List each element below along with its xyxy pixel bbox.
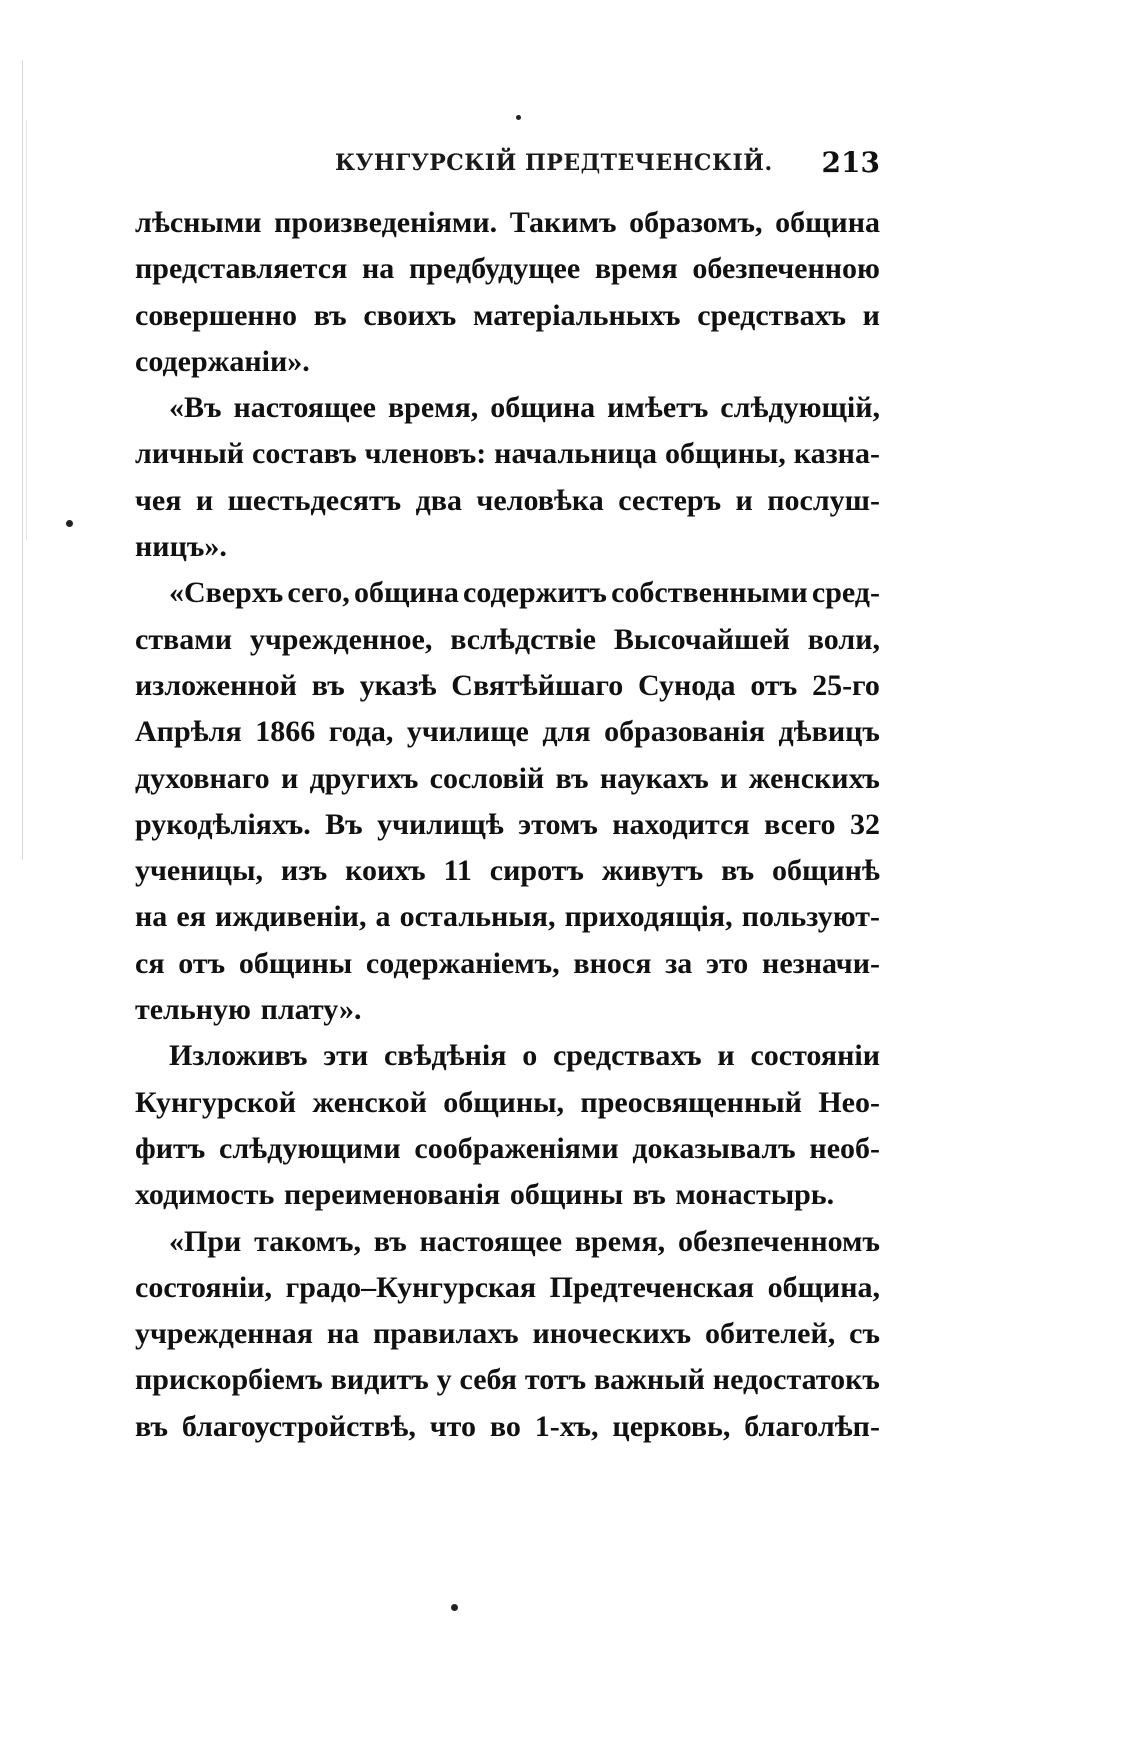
word: духовнаго <box>135 761 270 795</box>
word: средствахъ <box>697 298 846 332</box>
word: на <box>326 1317 360 1351</box>
text-line <box>135 802 880 848</box>
word: дѣвицъ <box>778 715 880 749</box>
word: изложенной <box>135 668 297 702</box>
word: 25-го <box>812 668 880 702</box>
word: послуш- <box>767 483 880 517</box>
word: что <box>429 1409 476 1443</box>
word: сред- <box>811 576 880 610</box>
word: у <box>436 1363 452 1397</box>
word: воли, <box>807 622 880 656</box>
word: для <box>542 715 591 749</box>
word: матеріальныхъ <box>473 298 681 332</box>
text-line <box>135 339 880 385</box>
word: и <box>862 298 880 332</box>
word: и <box>717 1039 735 1073</box>
word: плату». <box>260 993 362 1027</box>
word: ученицы, <box>135 854 264 888</box>
word: обителей, <box>704 1317 836 1351</box>
word: тельную <box>135 993 251 1027</box>
word: вслѣдствіе <box>450 622 596 656</box>
word: указѣ <box>359 668 437 702</box>
word: Апрѣля <box>135 715 242 749</box>
word: человѣка <box>476 483 604 517</box>
word: Нео- <box>818 1085 880 1119</box>
text-line <box>135 1033 880 1079</box>
word: настоящее <box>233 391 376 425</box>
word: личный <box>135 437 245 471</box>
word: имѣетъ <box>607 391 709 425</box>
text-line <box>135 293 880 339</box>
text-line <box>135 617 880 663</box>
text-line <box>135 1404 880 1450</box>
word: незначи- <box>762 946 880 980</box>
word: содержитъ <box>463 576 607 610</box>
word: членовъ: <box>364 437 487 471</box>
word: средствахъ <box>552 1039 702 1073</box>
word: рукодѣліяхъ. <box>135 807 311 841</box>
word: предбудущее <box>409 252 581 286</box>
word: общины, <box>443 1085 565 1119</box>
word: живутъ <box>601 854 704 888</box>
word: въ <box>632 1178 666 1212</box>
body-text <box>135 200 880 1450</box>
word: община <box>775 206 880 239</box>
word: свѣдѣнія <box>383 1039 507 1073</box>
word: правилахъ <box>372 1317 519 1351</box>
word: градо–Кунгурская <box>285 1270 537 1304</box>
text-line <box>135 478 880 524</box>
word: Предтеченская <box>549 1270 754 1304</box>
word: сестеръ <box>618 483 722 517</box>
word: Высочайшей <box>613 622 790 656</box>
word: «Сверхъ <box>169 576 284 610</box>
word: всего <box>764 807 836 841</box>
word: содержаніемъ, <box>365 946 560 980</box>
word: собственными <box>611 576 808 610</box>
word: сиротъ <box>489 854 584 888</box>
scan-edge-line <box>22 60 23 860</box>
word: Кунгурской <box>135 1085 297 1119</box>
text-line <box>135 1357 880 1403</box>
word: общины, <box>664 437 786 471</box>
word: коихъ <box>345 854 426 888</box>
word: и <box>720 761 738 795</box>
text-line <box>135 1311 880 1357</box>
word: время, <box>574 1224 666 1258</box>
word: слѣдующій, <box>720 391 880 425</box>
ink-speck <box>451 1604 458 1611</box>
word: года, <box>328 715 394 749</box>
text-line <box>135 709 880 755</box>
word: наукахъ <box>599 761 709 795</box>
word: женской <box>312 1085 427 1119</box>
word: ея <box>176 900 206 934</box>
word: ствами <box>135 622 232 656</box>
word: «Въ <box>169 391 222 425</box>
text-line <box>135 894 880 940</box>
word: образованія <box>604 715 765 749</box>
ink-speck <box>66 520 73 527</box>
word: видитъ <box>330 1363 429 1397</box>
word: въ <box>721 854 755 888</box>
word: произведеніями. <box>274 206 498 239</box>
word: Въ <box>325 807 363 841</box>
word: о <box>522 1039 538 1073</box>
word: во <box>489 1409 521 1443</box>
text-line <box>135 1172 880 1218</box>
word: совершенно <box>135 298 297 332</box>
word: составъ <box>252 437 357 471</box>
text-line <box>135 570 880 616</box>
word: необ- <box>809 1131 880 1165</box>
word: иноческихъ <box>532 1317 692 1351</box>
word: эти <box>323 1039 369 1073</box>
word: учрежденная <box>135 1317 313 1351</box>
word: общины <box>238 946 353 980</box>
text-line <box>135 431 880 477</box>
word: два <box>415 483 462 517</box>
word: на <box>362 252 395 286</box>
word: состояніи, <box>135 1270 273 1304</box>
word: прискорбіемъ <box>135 1363 323 1397</box>
word: въ <box>311 668 345 702</box>
word: шестьдесятъ <box>227 483 402 517</box>
text-line <box>135 848 880 894</box>
word: учрежденное, <box>249 622 433 656</box>
word: внося <box>573 946 652 980</box>
word: такомъ, <box>254 1224 361 1258</box>
word: 1866 <box>255 715 316 749</box>
word: и <box>195 483 214 517</box>
word: изъ <box>280 854 328 888</box>
word: ходимость <box>135 1178 275 1212</box>
word: общины <box>509 1178 624 1212</box>
word: монастырь. <box>675 1178 835 1212</box>
word: съ <box>849 1317 880 1351</box>
word: общинѣ <box>772 854 880 888</box>
running-title: КУНГУРСКІЙ ПРЕДТЕЧЕНСКІЙ. <box>335 150 773 176</box>
word: приходящія, <box>564 900 733 934</box>
word: ницъ». <box>135 530 227 564</box>
word: находится <box>612 807 750 841</box>
word: за <box>665 946 693 980</box>
word: благолѣп- <box>744 1409 880 1443</box>
word: казна- <box>793 437 880 471</box>
word: недостатокъ <box>712 1363 880 1397</box>
text-line <box>135 663 880 709</box>
word: въ <box>313 298 347 332</box>
word: преосвященный <box>580 1085 802 1119</box>
word: своихъ <box>363 298 457 332</box>
ink-speck <box>516 115 521 120</box>
word: ся <box>135 946 165 980</box>
word: Святѣйшаго <box>451 668 624 702</box>
text-line <box>135 1219 880 1265</box>
page-number: 213 <box>821 146 880 179</box>
word: переименованія <box>284 1178 501 1212</box>
word: фитъ <box>135 1131 206 1165</box>
word: состояніи <box>750 1039 880 1073</box>
word: время <box>594 252 678 286</box>
word: лѣсными <box>135 206 262 239</box>
word: а <box>375 900 391 934</box>
text-line <box>135 246 880 292</box>
text-line <box>135 1080 880 1126</box>
word: этомъ <box>518 807 598 841</box>
word: отъ <box>750 668 798 702</box>
word: община <box>353 576 459 610</box>
word: Такимъ <box>509 206 617 239</box>
word: община <box>490 391 596 425</box>
word: училище <box>406 715 529 749</box>
word: и <box>280 761 299 795</box>
word: отъ <box>178 946 226 980</box>
word: въ <box>135 1409 168 1443</box>
word: иждивеніи, <box>215 900 367 934</box>
word: и <box>735 483 753 517</box>
word: сего, <box>287 576 350 610</box>
word: другихъ <box>309 761 419 795</box>
word: обезпеченною <box>692 252 880 286</box>
word: 11 <box>443 854 472 888</box>
word: себя <box>459 1363 518 1397</box>
text-line <box>135 524 880 570</box>
word: соображеніями <box>414 1131 619 1165</box>
word: община, <box>767 1270 880 1304</box>
word: представляется <box>135 252 348 286</box>
word: Изложивъ <box>169 1039 308 1073</box>
text-line <box>135 200 880 246</box>
word: благоустройствѣ, <box>181 1409 416 1443</box>
word: тотъ <box>524 1363 587 1397</box>
word: обезпеченномъ <box>677 1224 880 1258</box>
word: чея <box>135 483 182 517</box>
word: женскихъ <box>748 761 880 795</box>
text-line <box>135 385 880 431</box>
word: важный <box>593 1363 705 1397</box>
word: пользуют- <box>741 900 880 934</box>
word: сословій <box>429 761 545 795</box>
word: 1-хъ, <box>534 1409 599 1443</box>
word: въ <box>555 761 589 795</box>
running-head <box>135 146 880 186</box>
text-line <box>135 1265 880 1311</box>
word: «При <box>169 1224 242 1258</box>
word: Сунода <box>638 668 736 702</box>
word: остальныя, <box>399 900 556 934</box>
word: доказывалъ <box>632 1131 796 1165</box>
word: училищѣ <box>377 807 504 841</box>
word: въ <box>373 1224 407 1258</box>
word: слѣдующими <box>219 1131 401 1165</box>
word: образомъ, <box>629 206 763 239</box>
word: это <box>705 946 749 980</box>
word: время, <box>387 391 479 425</box>
word: на <box>135 900 168 934</box>
word: церковь, <box>612 1409 731 1443</box>
text-line <box>135 756 880 802</box>
word: 32 <box>849 807 880 841</box>
word: содержаніи». <box>135 344 310 378</box>
word: настоящее <box>419 1224 563 1258</box>
text-line <box>135 941 880 987</box>
scan-edge-line <box>26 120 27 540</box>
text-line <box>135 987 880 1033</box>
text-line <box>135 1126 880 1172</box>
word: начальница <box>494 437 657 471</box>
